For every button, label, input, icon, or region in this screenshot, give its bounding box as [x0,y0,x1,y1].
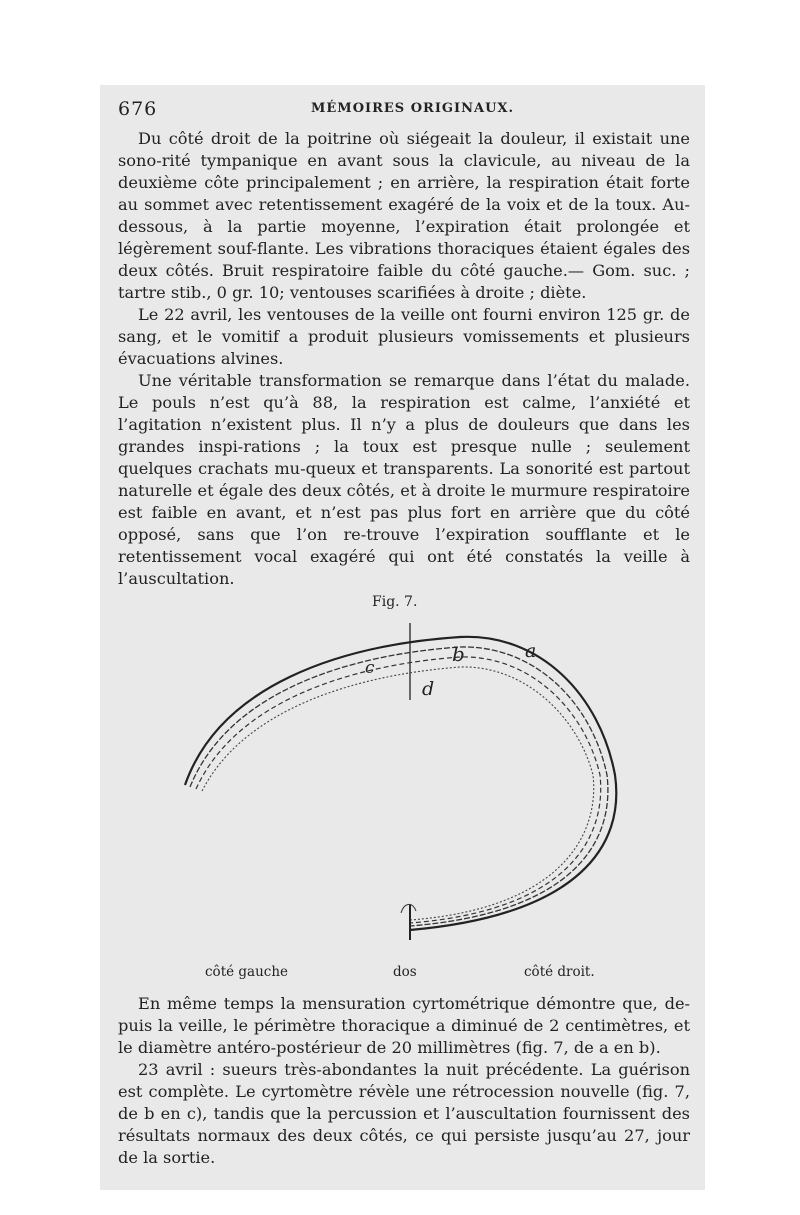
body-text-top [118,128,690,590]
body-text-bottom [118,993,690,1169]
curve-a [185,637,616,930]
label-right-side: côté droit. [524,964,595,980]
figure-title: Fig. 7. [372,594,418,610]
paragraph: En même temps la mensuration cyrtométrique démontre que, de-puis la veille, le périmètre thoracique a diminué de 2 centimètres, et le diamètre antéro-postérieur de 20 millimètres (fig. 7, de a en b). [118,994,690,1057]
curve-d [202,667,594,920]
paragraph: Le 22 avril, les ventouses de la veille ont fourni environ 125 gr. de sang, et le vomitif a produit plusieurs vomissements et plusieurs évacuations alvines. [118,305,690,368]
paragraph: Une véritable transformation se remarque dans l’état du malade. Le pouls n’est qu’à 88, la respiration est calme, l’anxiété et l’agitation n’existent plus. Il n’y a plus de douleurs que dans les grandes inspi-rations ; la toux est presque nulle ; seulement quelques crachats mu-queux et transparents. La sonorité est partout naturelle et égale des deux côtés, et à droite le murmure respiratoire est faible en avant, et n’est pas plus fort en arrière que du côté opposé, sans que l’on re-trouve l’expiration soufflante et le retentissement vocal exagéré qui ont été constatés la veille à l’auscultation. [118,371,690,588]
paragraph: 23 avril : sueurs très-abondantes la nuit précédente. La guérison est complète. Le cyrtomètre révèle une rétrocession nouvelle (fig. 7, de b en c), tandis que la percussion et l’auscultation fournissent des résultats normaux des deux côtés, ce qui persiste jusqu’au 27, jour de la sortie. [118,1060,690,1167]
page-number: 676 [118,98,158,120]
running-head: MÉMOIRES ORIGINAUX. [311,101,515,116]
paragraph: Du côté droit de la poitrine où siégeait la douleur, il existait une sono-rité tympanique en avant sous la clavicule, au niveau de la deuxième côte principalement ; en arrière, la respiration était forte au sommet avec retentissement exagéré de la voix et de la toux. Au-dessous, à la partie moyenne, l’expiration était prolongée et légèrement souf-flante. Les vibrations thoraciques étaient égales des deux côtés. Bruit respiratoire faible du côté gauche.— Gom. suc. ; tartre stib., 0 gr. 10; ventouses scarifiées à droite ; diète. [118,129,690,302]
page-header [118,98,688,122]
curve-label-a: a [525,640,537,662]
label-left-side: côté gauche [205,964,289,980]
back-mark [401,904,416,913]
cyrtometer-figure [160,615,640,960]
curve-label-b: b [452,642,465,666]
curve-label-d: d [422,678,435,700]
curve-label-c: c [365,658,375,678]
label-back: dos [393,964,417,980]
